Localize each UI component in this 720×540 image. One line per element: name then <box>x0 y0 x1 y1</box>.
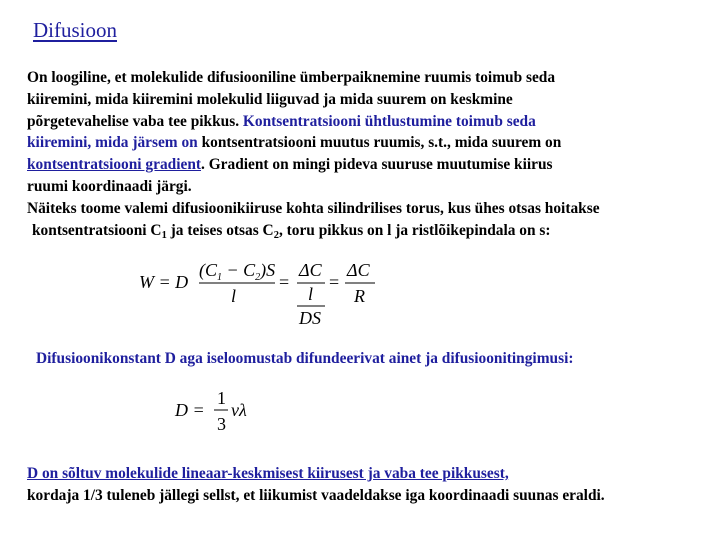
diffusion-constant-equation <box>173 386 263 436</box>
page-title: Difusioon <box>33 18 117 42</box>
text-line <box>27 154 717 176</box>
equation-numerator: 1 <box>217 388 226 408</box>
text-segment: kontsentratsiooni C <box>32 221 162 239</box>
diffusion-rate-equation <box>139 254 379 334</box>
equation-numerator: $(C_1 - C_2)S$ <box>199 260 276 283</box>
body-paragraph <box>27 67 717 241</box>
text-segment: põrgetevahelise vaba tee pikkus. <box>27 112 243 130</box>
equation-rhs: vλ <box>231 400 247 420</box>
footer-text <box>27 463 605 507</box>
text-line: kiiremini, mida kiiremini molekulid liiguvad ja mida suurem on keskmine <box>27 90 513 108</box>
highlighted-text: Kontsentratsiooni ühtlustumine toimub seda <box>242 112 536 130</box>
diffusion-constant-note: Difusioonikonstant D aga iseloomustab difundeerivat ainet ja difusioonitingimusi: <box>36 350 574 367</box>
text-segment: kontsentratsiooni muutus ruumis, s.t., mida suurem on <box>197 134 562 152</box>
delta-c: ΔC <box>299 260 322 280</box>
equation-denominator: 3 <box>217 414 226 434</box>
equals-sign: = <box>279 272 290 292</box>
equation-r: R <box>354 286 365 306</box>
text-line: Näiteks toome valemi difusioonikiiruse kohta silindrilises torus, kus ühes otsas hoitakse <box>27 199 600 217</box>
equation-ds: DS <box>299 308 321 328</box>
equals-sign: = <box>329 272 340 292</box>
highlighted-text: kiiremini, mida järsem on <box>27 134 198 152</box>
gradient-term: kontsentratsiooni gradient <box>27 156 202 174</box>
text-line <box>27 132 717 154</box>
subscript: 2 <box>273 229 279 241</box>
text-line: ruumi koordinaadi järgi. <box>27 177 192 195</box>
subscript: 1 <box>161 229 167 241</box>
text-segment: . Gradient on mingi pideva suuruse muutumise kiirus <box>201 156 553 174</box>
delta-c: ΔC <box>347 260 370 280</box>
equation-lhs: W = D <box>139 272 189 292</box>
text-line <box>27 220 717 242</box>
footer-line-2: kordaja 1/3 tuleneb jällegi sellst, et liikumist vaadeldakse iga koordinaadi suunas eraldi. <box>27 487 605 504</box>
text-segment: , toru pikkus on l ja ristlõikepindala on s: <box>278 221 551 239</box>
footer-line-1: D on sõltuv molekulide lineaar-keskmisest kiirusest ja vaba tee pikkusest, <box>27 465 509 482</box>
equation-lhs: D = <box>175 400 205 420</box>
text-line <box>27 111 717 133</box>
text-segment: ja teises otsas C <box>166 221 274 239</box>
equation-l: l <box>308 284 314 304</box>
equation-denominator: l <box>231 286 237 306</box>
text-line: On loogiline, et molekulide difusiooniline ümberpaiknemine ruumis toimub seda <box>27 69 556 86</box>
